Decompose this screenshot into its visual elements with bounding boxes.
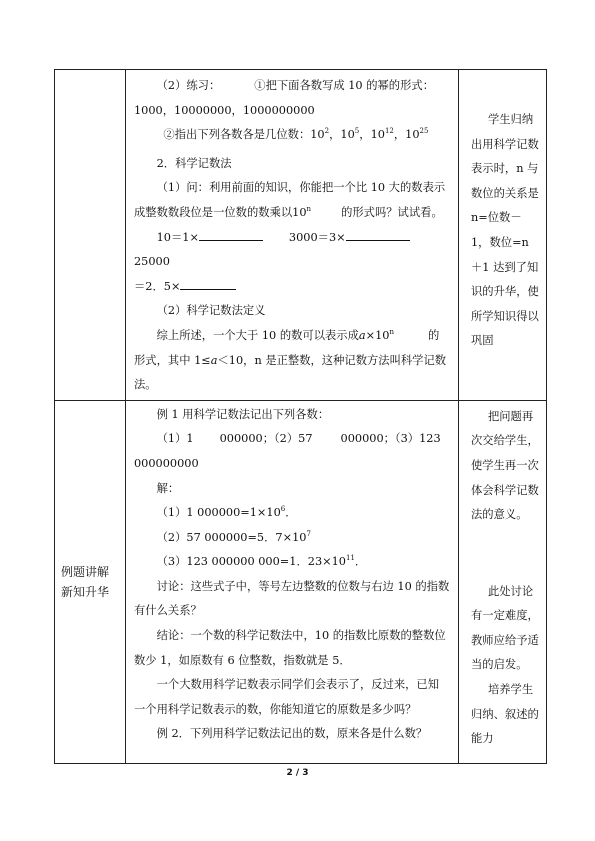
practice-heading: （2）练习： (156, 79, 221, 92)
row-label (55, 73, 61, 87)
teaching-note (459, 400, 547, 763)
note-text-2: 此处讨论有一定难度，教师应给予适当的启发。 (471, 584, 539, 672)
definition-heading: （2）科学记数法定义 (156, 304, 266, 318)
example-1-items: （1）1 000000；（2）57 000000；（3）123 (156, 432, 441, 446)
teaching-note (459, 70, 547, 401)
examples-line-2: ＝2．5× (134, 275, 450, 300)
blank-3[interactable] (180, 279, 236, 290)
row-label: 例题讲解新知升华 (61, 564, 110, 599)
note-text-1: 把问题再次交给学生，使学生再一次体会科学记数法的意义。 (471, 409, 539, 522)
power-2: $10^5$ (340, 127, 360, 142)
practice-line (134, 74, 450, 99)
solution-3: （3）123 000000 000=1．$23\times 10^{11}$． (156, 554, 367, 569)
power-10n: 10$^n$ (292, 204, 312, 219)
page-number: 2 / 3 (286, 768, 309, 778)
note-text: 学生归纳出用科学记数表示时，n 与数位的关系是 n=位数－1，数位=n＋1 达到了知识的升华，使所学知识得以巩固 (471, 113, 539, 348)
table-row (55, 70, 547, 401)
table-row (55, 400, 547, 763)
practice-task-2-line: ②指出下列各数各是几位数：$10^2$，$10^5$，$10^{12}$，$10^{25}$ (163, 127, 429, 142)
blank-1[interactable] (199, 230, 263, 241)
solution-1: （1）1 $000000=1\times 10^6$． (156, 505, 297, 520)
power-3: $10^{12}$ (370, 127, 394, 142)
row-label-cell (55, 400, 126, 763)
practice-task-2: ②指出下列各数各是几位数： (163, 128, 311, 142)
example-1-items-cont: 000000000 (134, 456, 199, 470)
section-title: 2．科学记数法 (156, 156, 232, 170)
reverse-question: 一个大数用科学记数表示同学们会表示了，反过来，已知一个用科学记数表示的数，你能知道它的原数是多少吗？ (134, 678, 440, 716)
practice-numbers: 1000，10000000，1000000000 (134, 103, 315, 117)
example-2-title: 例 2．下列用科学记数法记出的数，原来各是什么数？ (156, 727, 428, 741)
practice-task-1: ①把下面各数写成 10 的幂的形式： (254, 79, 434, 92)
note-text-3: 培养学生归纳、叙述的能力 (471, 683, 539, 746)
content-cell (126, 70, 459, 401)
question-1: （1）问：利用前面的知识，你能把一个比 10 大的数表示成整数数段位是一位数的数乘以10$^n$ 的形式吗？试试看。 (134, 181, 446, 219)
example-1-title: 例 1 用科学记数法记出下列各数： (156, 407, 330, 421)
content-cell (126, 400, 459, 763)
blank-2[interactable] (346, 230, 410, 241)
power-1: $10^2$ (310, 127, 330, 142)
discussion-text: 讨论：这些式子中，等号左边整数的位数与右边 10 的指数有什么关系？ (134, 579, 450, 618)
lesson-table (54, 69, 547, 764)
definition-text: 综上所述，一个大于 10 的数可以表示成$a\times 10^n$ 的形式，其中 1≤a＜10，n 是正整数，这种记数方法叫科学记数法。 (134, 327, 447, 392)
solution-label: 解： (156, 481, 180, 495)
examples-line: 10＝1× 3000＝3×25000 (134, 226, 450, 275)
conclusion-text: 结论：一个数的科学记数法中，10 的指数比原数的整数位数少 1，如原数有 6 位整数，指数就是 5． (134, 629, 446, 667)
power-4: $10^{25}$ (405, 127, 429, 142)
row-label-empty (55, 70, 126, 401)
solution-2: （2）57 000000=5．$7\times 10^7$ (156, 529, 311, 544)
